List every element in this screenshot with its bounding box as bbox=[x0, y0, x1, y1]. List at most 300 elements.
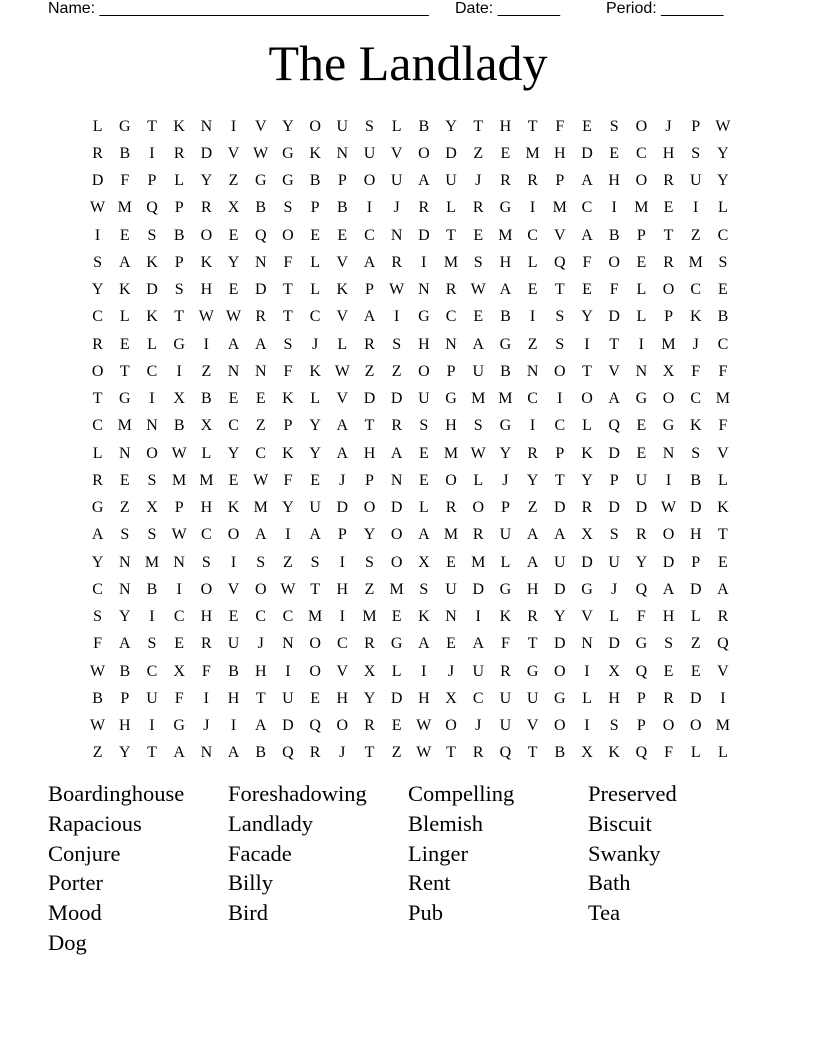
grid-letter: Y bbox=[119, 608, 131, 626]
grid-letter: R bbox=[92, 335, 103, 353]
grid-letter: P bbox=[446, 362, 456, 380]
grid-letter: I bbox=[149, 717, 155, 735]
grid-letter: O bbox=[227, 526, 240, 544]
grid-letter: U bbox=[499, 526, 512, 544]
grid-letter: K bbox=[581, 444, 593, 462]
grid-letter: G bbox=[635, 635, 648, 653]
grid-letter: V bbox=[227, 144, 240, 162]
grid-letter: J bbox=[692, 335, 699, 353]
grid-letter: L bbox=[418, 499, 429, 517]
grid-letter: O bbox=[309, 635, 321, 653]
word-bank-item: Pub bbox=[408, 900, 444, 926]
grid-letter: T bbox=[310, 580, 320, 598]
grid-letter: G bbox=[635, 390, 648, 408]
grid-letter: P bbox=[120, 689, 130, 707]
grid-letter: P bbox=[500, 499, 510, 517]
grid-letter: T bbox=[527, 117, 538, 135]
grid-letter: P bbox=[555, 444, 565, 462]
grid-letter: D bbox=[146, 281, 158, 299]
grid-letter: A bbox=[418, 172, 430, 190]
grid-letter: I bbox=[720, 689, 726, 707]
grid-letter: G bbox=[390, 635, 403, 653]
grid-letter: B bbox=[146, 580, 158, 598]
grid-letter: I bbox=[584, 717, 590, 735]
grid-letter: H bbox=[418, 689, 430, 707]
grid-letter: R bbox=[527, 608, 538, 626]
grid-letter: M bbox=[552, 199, 567, 217]
grid-letter: F bbox=[283, 362, 293, 380]
grid-letter: C bbox=[173, 608, 185, 626]
grid-letter: A bbox=[662, 580, 675, 598]
grid-letter: L bbox=[310, 253, 320, 271]
grid-letter: O bbox=[445, 717, 457, 735]
grid-letter: L bbox=[636, 308, 647, 326]
letter-grid bbox=[84, 113, 737, 767]
grid-letter: E bbox=[527, 281, 538, 299]
grid-letter: E bbox=[228, 281, 239, 299]
grid-letter: O bbox=[282, 226, 294, 244]
grid-letter: E bbox=[255, 390, 266, 408]
grid-letter: Q bbox=[499, 744, 512, 762]
grid-letter: T bbox=[582, 362, 592, 380]
grid-letter: S bbox=[201, 553, 211, 571]
grid-letter: I bbox=[638, 335, 644, 353]
grid-letter: H bbox=[499, 117, 512, 135]
grid-letter: I bbox=[366, 199, 373, 217]
grid-letter: I bbox=[421, 662, 427, 680]
grid-letter: I bbox=[693, 199, 699, 217]
grid-letter: U bbox=[227, 635, 240, 653]
grid-letter: K bbox=[499, 608, 512, 626]
grid-letter: A bbox=[472, 335, 484, 353]
grid-letter: N bbox=[146, 417, 158, 435]
grid-letter: F bbox=[609, 281, 619, 299]
grid-letter: T bbox=[554, 281, 565, 299]
grid-letter: N bbox=[445, 335, 457, 353]
grid-letter: V bbox=[717, 662, 729, 680]
grid-letter: B bbox=[173, 226, 185, 244]
grid-letter: D bbox=[390, 390, 403, 408]
grid-letter: J bbox=[611, 580, 618, 598]
grid-letter: A bbox=[254, 717, 267, 735]
grid-letter: S bbox=[147, 471, 157, 489]
grid-letter: P bbox=[147, 172, 157, 190]
grid-letter: D bbox=[635, 499, 648, 517]
grid-letter: H bbox=[418, 335, 430, 353]
grid-letter: P bbox=[664, 308, 673, 326]
grid-letter: U bbox=[554, 553, 566, 571]
grid-letter: A bbox=[499, 281, 512, 299]
grid-letter: Y bbox=[445, 117, 457, 135]
grid-letter: V bbox=[717, 444, 729, 462]
grid-letter: O bbox=[309, 662, 321, 680]
grid-letter: J bbox=[257, 635, 264, 653]
grid-letter: S bbox=[691, 144, 701, 162]
grid-letter: T bbox=[283, 308, 293, 326]
grid-letter: I bbox=[203, 335, 209, 353]
grid-letter: T bbox=[119, 362, 130, 380]
grid-letter: P bbox=[365, 281, 374, 299]
grid-letter: E bbox=[228, 390, 239, 408]
grid-letter: L bbox=[473, 471, 484, 489]
grid-letter: T bbox=[174, 308, 185, 326]
grid-letter: E bbox=[446, 635, 456, 653]
grid-letter: C bbox=[228, 417, 239, 435]
grid-letter: C bbox=[146, 362, 158, 380]
grid-letter: J bbox=[203, 717, 210, 735]
word-bank-item: Landlady bbox=[228, 810, 313, 836]
grid-letter: R bbox=[663, 689, 674, 707]
grid-letter: E bbox=[119, 335, 130, 353]
grid-letter: X bbox=[227, 199, 240, 217]
grid-letter: N bbox=[254, 253, 267, 271]
grid-letter: W bbox=[660, 499, 677, 517]
grid-letter: J bbox=[475, 172, 482, 190]
grid-letter: V bbox=[554, 226, 566, 244]
grid-letter: S bbox=[93, 608, 103, 626]
grid-letter: Z bbox=[527, 335, 538, 353]
grid-letter: A bbox=[227, 744, 240, 762]
grid-letter: L bbox=[174, 172, 185, 190]
grid-letter: O bbox=[336, 717, 349, 735]
grid-letter: S bbox=[147, 635, 157, 653]
grid-letter: E bbox=[636, 444, 647, 462]
grid-letter: B bbox=[173, 417, 185, 435]
grid-letter: Y bbox=[581, 308, 593, 326]
grid-letter: E bbox=[310, 471, 320, 489]
grid-letter: A bbox=[717, 580, 729, 598]
grid-letter: Y bbox=[526, 471, 539, 489]
grid-letter: S bbox=[691, 444, 701, 462]
grid-letter: U bbox=[608, 553, 620, 571]
grid-letter: M bbox=[307, 608, 323, 626]
grid-letter: P bbox=[283, 417, 293, 435]
grid-letter: G bbox=[499, 417, 512, 435]
grid-letter: I bbox=[230, 553, 237, 571]
grid-letter: A bbox=[608, 390, 620, 408]
grid-letter: N bbox=[119, 553, 131, 571]
grid-letter: U bbox=[689, 172, 702, 190]
grid-letter: I bbox=[94, 226, 101, 244]
grid-letter: L bbox=[446, 199, 456, 217]
grid-letter: C bbox=[282, 608, 294, 626]
grid-letter: I bbox=[611, 199, 617, 217]
grid-letter: F bbox=[120, 172, 130, 190]
grid-letter: D bbox=[608, 499, 620, 517]
grid-letter: K bbox=[309, 144, 321, 162]
grid-letter: D bbox=[554, 580, 566, 598]
grid-letter: A bbox=[390, 444, 403, 462]
grid-letter: K bbox=[608, 744, 620, 762]
grid-letter: I bbox=[475, 608, 481, 626]
grid-letter: S bbox=[310, 553, 320, 571]
grid-letter: Y bbox=[717, 172, 729, 190]
grid-letter: O bbox=[662, 390, 675, 408]
grid-letter: N bbox=[390, 471, 403, 489]
grid-letter: S bbox=[120, 526, 130, 544]
grid-letter: S bbox=[392, 335, 402, 353]
grid-letter: Z bbox=[473, 144, 484, 162]
grid-letter: G bbox=[254, 172, 267, 190]
grid-letter: L bbox=[201, 444, 212, 462]
grid-letter: E bbox=[473, 226, 484, 244]
grid-letter: G bbox=[282, 144, 294, 162]
grid-letter: D bbox=[581, 144, 593, 162]
grid-letter: A bbox=[418, 526, 430, 544]
grid-letter: A bbox=[363, 308, 376, 326]
grid-letter: E bbox=[636, 417, 647, 435]
grid-letter: T bbox=[92, 390, 103, 408]
grid-letter: S bbox=[609, 526, 619, 544]
grid-letter: X bbox=[173, 390, 185, 408]
grid-letter: O bbox=[662, 717, 675, 735]
grid-letter: G bbox=[499, 199, 512, 217]
grid-letter: U bbox=[418, 390, 430, 408]
grid-letter: A bbox=[526, 553, 539, 571]
grid-letter: O bbox=[662, 281, 675, 299]
grid-letter: E bbox=[473, 308, 484, 326]
word-bank-item: Blemish bbox=[408, 810, 484, 836]
grid-letter: T bbox=[473, 117, 484, 135]
grid-letter: C bbox=[445, 308, 457, 326]
grid-letter: I bbox=[176, 580, 182, 598]
grid-letter: K bbox=[146, 253, 158, 271]
word-bank-item: Tea bbox=[588, 900, 621, 926]
grid-letter: L bbox=[337, 335, 348, 353]
grid-letter: G bbox=[282, 172, 294, 190]
grid-letter: W bbox=[416, 744, 432, 762]
grid-letter: E bbox=[446, 553, 456, 571]
grid-letter: D bbox=[608, 308, 620, 326]
grid-letter: X bbox=[581, 526, 593, 544]
grid-letter: U bbox=[526, 689, 539, 707]
grid-letter: Z bbox=[201, 362, 212, 380]
grid-letter: R bbox=[364, 335, 375, 353]
word-bank-item: Preserved bbox=[588, 781, 677, 806]
grid-letter: I bbox=[557, 390, 563, 408]
grid-letter: C bbox=[554, 417, 566, 435]
grid-letter: M bbox=[661, 335, 676, 353]
grid-letter: C bbox=[690, 390, 702, 408]
grid-letter: C bbox=[527, 390, 538, 408]
grid-letter: H bbox=[363, 444, 376, 462]
grid-letter: R bbox=[663, 172, 674, 190]
grid-letter: G bbox=[581, 580, 593, 598]
grid-letter: C bbox=[581, 199, 593, 217]
grid-letter: G bbox=[119, 390, 131, 408]
grid-letter: U bbox=[390, 172, 403, 190]
grid-letter: T bbox=[718, 526, 728, 544]
grid-letter: C bbox=[364, 226, 375, 244]
grid-letter: P bbox=[365, 471, 374, 489]
grid-letter: H bbox=[608, 172, 620, 190]
grid-letter: H bbox=[254, 662, 267, 680]
grid-letter: I bbox=[149, 144, 155, 162]
grid-letter: I bbox=[285, 662, 291, 680]
grid-letter: B bbox=[255, 199, 267, 217]
grid-letter: E bbox=[636, 253, 647, 271]
grid-letter: D bbox=[662, 553, 675, 571]
grid-letter: E bbox=[228, 471, 239, 489]
grid-letter: A bbox=[336, 417, 349, 435]
grid-letter: U bbox=[282, 689, 294, 707]
grid-letter: S bbox=[147, 226, 157, 244]
grid-letter: W bbox=[90, 199, 106, 217]
grid-letter: A bbox=[554, 526, 566, 544]
grid-letter: P bbox=[337, 172, 347, 190]
word-bank-item: Swanky bbox=[588, 840, 661, 866]
grid-letter: M bbox=[498, 390, 513, 408]
grid-letter: V bbox=[336, 662, 349, 680]
word-bank-item: Conjure bbox=[48, 840, 121, 866]
grid-letter: U bbox=[499, 689, 512, 707]
grid-letter: Q bbox=[717, 635, 729, 653]
grid-letter: R bbox=[92, 144, 103, 162]
grid-letter: C bbox=[92, 417, 103, 435]
grid-letter: D bbox=[445, 144, 457, 162]
grid-letter: D bbox=[336, 499, 349, 517]
grid-letter: P bbox=[174, 499, 184, 517]
grid-letter: V bbox=[254, 117, 267, 135]
grid-letter: B bbox=[418, 117, 430, 135]
header-fields bbox=[48, 0, 748, 20]
grid-letter: A bbox=[336, 444, 349, 462]
grid-letter: S bbox=[609, 117, 619, 135]
grid-letter: F bbox=[718, 417, 728, 435]
grid-letter: M bbox=[498, 226, 513, 244]
grid-letter: O bbox=[309, 117, 321, 135]
grid-letter: F bbox=[283, 471, 293, 489]
grid-letter: N bbox=[662, 444, 675, 462]
grid-letter: S bbox=[174, 281, 184, 299]
grid-letter: J bbox=[311, 335, 319, 353]
period-field-label: Period: _______ bbox=[606, 0, 724, 17]
grid-letter: F bbox=[664, 744, 673, 762]
grid-letter: E bbox=[500, 144, 511, 162]
grid-letter: R bbox=[364, 717, 375, 735]
grid-letter: P bbox=[555, 172, 565, 190]
grid-letter: D bbox=[254, 281, 267, 299]
name-field-label: Name: _____________________________________ bbox=[48, 0, 429, 17]
grid-letter: E bbox=[582, 117, 592, 135]
grid-letter: R bbox=[717, 608, 729, 626]
grid-letter: L bbox=[718, 744, 728, 762]
grid-letter: M bbox=[199, 471, 214, 489]
word-bank-item: Porter bbox=[48, 870, 103, 896]
grid-letter: E bbox=[718, 281, 728, 299]
grid-letter: U bbox=[472, 362, 484, 380]
grid-letter: E bbox=[418, 444, 429, 462]
grid-letter: B bbox=[690, 471, 702, 489]
grid-letter: L bbox=[718, 199, 728, 217]
grid-letter: U bbox=[363, 144, 376, 162]
grid-letter: C bbox=[255, 608, 267, 626]
grid-letter: Y bbox=[717, 144, 729, 162]
grid-letter: D bbox=[200, 144, 213, 162]
grid-letter: N bbox=[119, 580, 131, 598]
grid-letter: G bbox=[526, 662, 539, 680]
grid-letter: C bbox=[255, 444, 267, 462]
grid-letter: M bbox=[525, 144, 540, 162]
grid-letter: I bbox=[665, 471, 672, 489]
grid-letter: R bbox=[472, 744, 484, 762]
grid-letter: B bbox=[717, 308, 729, 326]
grid-letter: H bbox=[200, 608, 213, 626]
grid-letter: K bbox=[173, 117, 185, 135]
grid-letter: I bbox=[230, 717, 237, 735]
grid-letter: I bbox=[203, 689, 209, 707]
grid-letter: O bbox=[635, 117, 648, 135]
grid-letter: Y bbox=[363, 526, 376, 544]
grid-letter: P bbox=[636, 689, 646, 707]
grid-letter: T bbox=[364, 744, 375, 762]
grid-letter: A bbox=[418, 635, 430, 653]
grid-letter: O bbox=[554, 717, 566, 735]
grid-letter: X bbox=[200, 417, 213, 435]
grid-letter: A bbox=[309, 526, 321, 544]
grid-letter: Q bbox=[635, 744, 648, 762]
grid-letter: J bbox=[475, 717, 482, 735]
grid-letter: Y bbox=[363, 689, 376, 707]
grid-letter: Y bbox=[554, 608, 566, 626]
grid-letter: Q bbox=[254, 226, 267, 244]
grid-letter: P bbox=[337, 526, 347, 544]
grid-letter: P bbox=[174, 253, 184, 271]
grid-letter: H bbox=[200, 499, 213, 517]
grid-letter: R bbox=[527, 172, 538, 190]
grid-letter: X bbox=[608, 662, 620, 680]
grid-letter: N bbox=[445, 608, 457, 626]
grid-letter: E bbox=[418, 471, 429, 489]
grid-letter: H bbox=[499, 253, 512, 271]
grid-letter: S bbox=[664, 635, 673, 653]
grid-letter: G bbox=[445, 390, 457, 408]
grid-letter: E bbox=[663, 199, 674, 217]
grid-letter: W bbox=[715, 117, 731, 135]
grid-letter: V bbox=[608, 362, 620, 380]
grid-letter: H bbox=[227, 689, 240, 707]
grid-letter: Z bbox=[255, 417, 266, 435]
grid-letter: M bbox=[144, 553, 160, 571]
grid-letter: U bbox=[445, 172, 457, 190]
grid-letter: Q bbox=[554, 253, 566, 271]
grid-letter: G bbox=[91, 499, 104, 517]
grid-letter: Q bbox=[282, 744, 294, 762]
grid-letter: C bbox=[527, 226, 538, 244]
grid-letter: B bbox=[500, 362, 511, 380]
grid-letter: E bbox=[663, 662, 674, 680]
grid-letter: A bbox=[227, 335, 240, 353]
grid-letter: Z bbox=[690, 635, 701, 653]
grid-letter: Q bbox=[608, 417, 620, 435]
grid-letter: M bbox=[471, 390, 486, 408]
grid-letter: O bbox=[363, 172, 376, 190]
grid-letter: I bbox=[584, 662, 590, 680]
grid-letter: D bbox=[608, 635, 620, 653]
grid-letter: K bbox=[146, 308, 158, 326]
grid-letter: V bbox=[581, 608, 593, 626]
grid-letter: U bbox=[635, 471, 648, 489]
grid-letter: G bbox=[499, 580, 512, 598]
grid-letter: N bbox=[336, 144, 349, 162]
grid-letter: N bbox=[390, 226, 403, 244]
grid-letter: Q bbox=[635, 662, 648, 680]
grid-letter: D bbox=[390, 689, 403, 707]
grid-letter: D bbox=[581, 553, 593, 571]
word-bank-item: Compelling bbox=[408, 781, 515, 806]
word-bank-item: Boardinghouse bbox=[48, 781, 185, 806]
grid-letter: N bbox=[418, 281, 430, 299]
